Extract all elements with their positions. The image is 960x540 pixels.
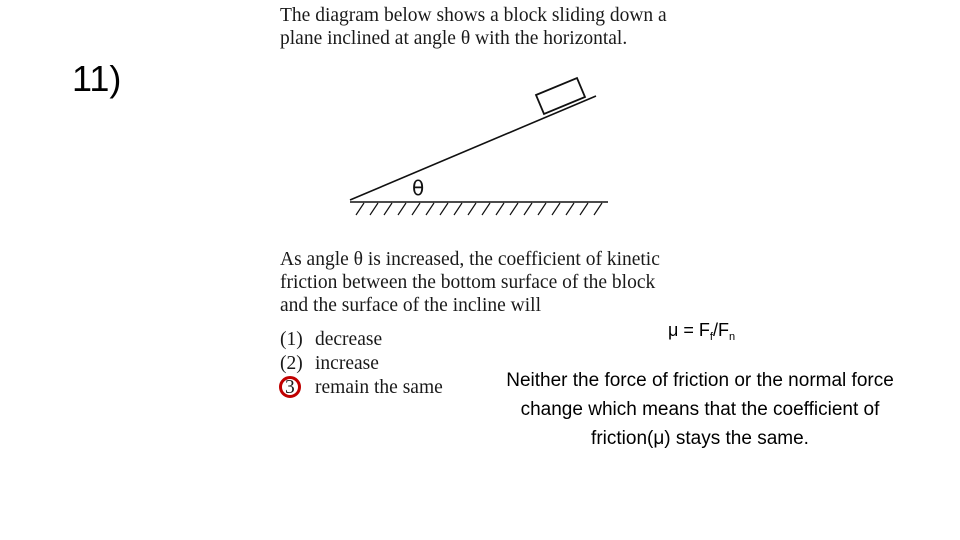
- formula-lhs: μ = F: [668, 320, 710, 340]
- answer-explanation: Neither the force of friction or the normal force change which means that the coefficient of friction(μ) stays the same.: [506, 370, 894, 449]
- choice-decrease: [280, 328, 443, 352]
- choice-text: remain the same: [315, 377, 443, 398]
- question-line: and the surface of the incline will: [280, 295, 541, 316]
- ground-hatching: [356, 203, 602, 215]
- incline-diagram: [340, 72, 620, 222]
- question-line: As angle θ is increased, the coefficient of kinetic: [280, 249, 660, 270]
- choice-increase: [280, 352, 443, 376]
- choice-text: increase: [315, 353, 379, 374]
- choice-text: decrease: [315, 329, 383, 350]
- prompt-line: plane inclined at angle θ with the horizontal.: [280, 28, 628, 49]
- question-prompt: [280, 4, 730, 50]
- formula-sub-n: n: [728, 331, 736, 343]
- choice-remain-same: [280, 376, 443, 400]
- question-line: friction between the bottom surface of the block: [280, 272, 656, 293]
- incline-surface: [350, 96, 596, 200]
- prompt-line: The diagram below shows a block sliding down a: [280, 5, 667, 26]
- selected-answer-circle: [279, 376, 301, 398]
- angle-label: θ: [412, 176, 425, 200]
- question-number: 11): [72, 58, 122, 99]
- answer-choices: [280, 328, 443, 400]
- friction-formula: [668, 320, 735, 343]
- choice-number: (1): [280, 329, 303, 350]
- formula-denominator: /F: [712, 320, 729, 340]
- sliding-block: [536, 78, 585, 114]
- formula-sub-f: f: [709, 331, 713, 343]
- choice-number: 3: [285, 377, 295, 398]
- choice-number: (2): [280, 353, 303, 374]
- question-text: [280, 248, 720, 317]
